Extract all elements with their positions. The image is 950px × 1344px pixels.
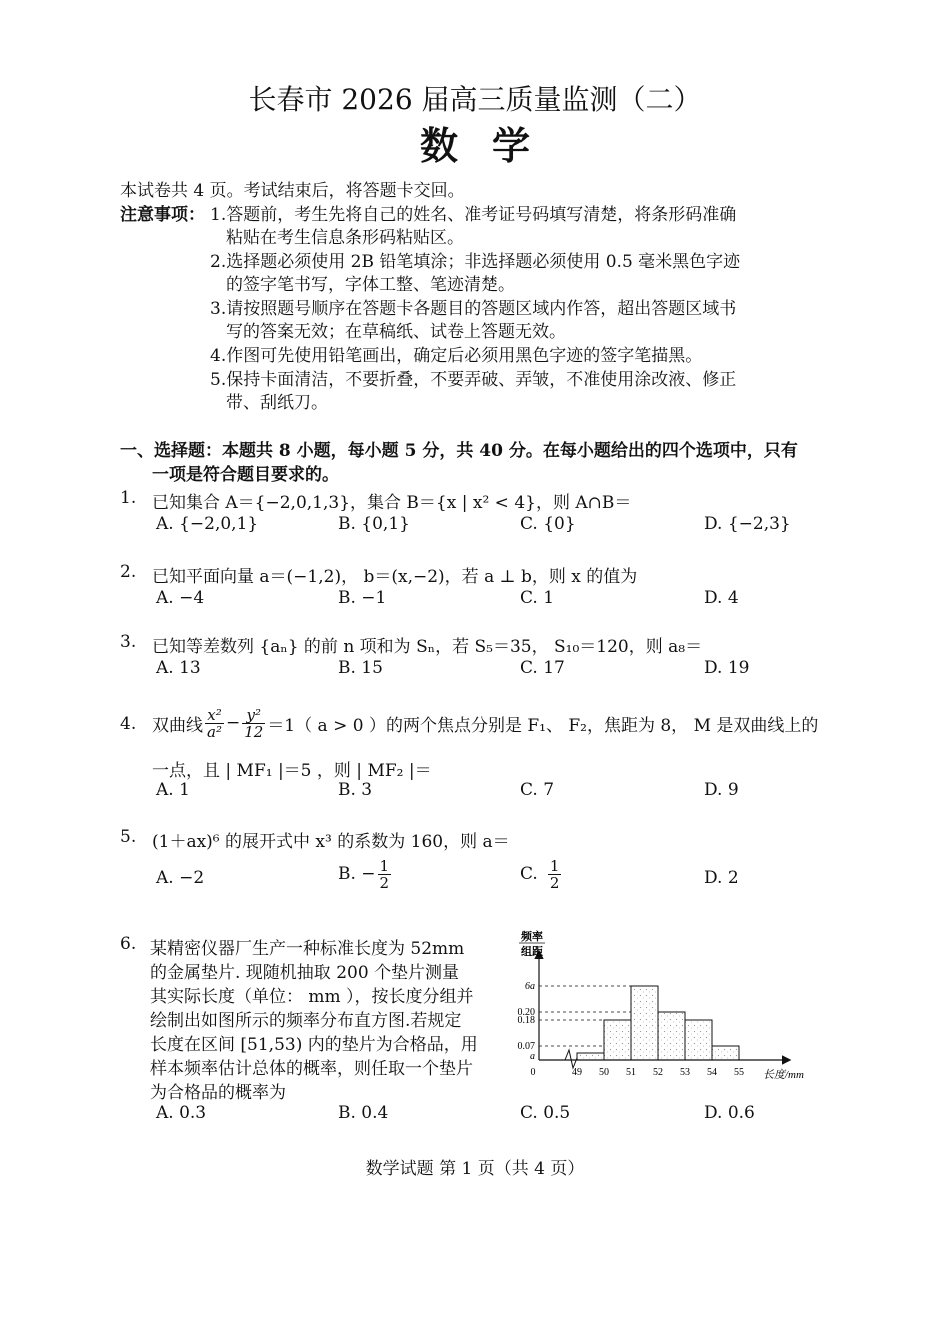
y-label-bottom: 组距 <box>521 946 543 958</box>
note-5-line-1: 5.保持卡面清洁，不要折叠，不要弄破、弄皱，不准使用涂改液、修正 <box>210 370 737 390</box>
note-2-line-1: 2.选择题必须使用 2B 铅笔填涂；非选择题必须使用 0.5 毫米黑色字迹 <box>210 252 741 272</box>
q2-option-d: D. 4 <box>704 588 739 608</box>
note-5-line-2: 带、刮纸刀。 <box>226 393 328 413</box>
q6-stem-line-2: 的金属垫片. 现随机抽取 200 个垫片测量 <box>150 963 460 983</box>
q5-b-denominator: 2 <box>379 873 390 892</box>
q6-number: 6. <box>120 934 137 954</box>
q5-c-denominator: 2 <box>549 873 560 892</box>
q5-stem: (1＋ax)⁶ 的展开式中 x³ 的系数为 160，则 a＝ <box>152 832 510 852</box>
q1-option-b: B. {0,1} <box>338 514 410 534</box>
q4-fraction-x <box>205 707 224 740</box>
frequency-histogram <box>495 922 825 1090</box>
q5-option-a: A. −2 <box>156 868 205 888</box>
q4-frac-y-numerator: y² <box>242 707 265 724</box>
q1-option-d: D. {−2,3} <box>704 514 791 534</box>
note-2-line-2: 的签字笔书写，字体工整、笔迹清楚。 <box>226 275 515 295</box>
note-1-line-2: 粘贴在考生信息条形码粘贴区。 <box>226 228 464 248</box>
notes-label: 注意事项： <box>120 205 205 225</box>
x-tick-label-51: 51 <box>626 1067 636 1078</box>
note-4: 4.作图可先使用铅笔画出，确定后必须用黑色字迹的签字笔描黑。 <box>210 346 703 366</box>
q5-option-b-fraction <box>378 858 392 891</box>
q6-stem-line-4: 绘制出如图所示的频率分布直方图.若规定 <box>150 1011 462 1031</box>
histogram-bar-[53,54) <box>685 1020 712 1060</box>
q5-option-b <box>338 854 393 894</box>
section-heading-line-1: 一、选择题：本题共 8 小题，每小题 5 分，共 40 分。在每小题给出的四个选项中，只有 <box>120 441 798 461</box>
intro-text: 本试卷共 4 页。考试结束后，将答题卡交回。 <box>120 181 465 201</box>
axis-break-icon <box>565 1050 577 1068</box>
histogram-bar-[50,51) <box>604 1020 631 1060</box>
y-tick-label-2: 0.18 <box>517 1015 535 1026</box>
y-tick-label-4: a <box>530 1051 535 1062</box>
y-tick-label-0: 6a <box>525 981 535 992</box>
q2-option-a: A. −4 <box>156 588 205 608</box>
q4-minus-sign: − <box>225 713 241 733</box>
histogram-bar-[52,53) <box>658 1012 685 1060</box>
page-footer: 数学试题 第 1 页（共 4 页） <box>365 1159 585 1179</box>
subject-title: 数学 <box>419 123 564 168</box>
q4-stem-suffix: ＝1（ a > 0 ）的两个焦点分别是 F₁、 F₂，焦距为 8， M 是双曲线上的 <box>267 715 819 736</box>
x-tick-label-49: 49 <box>572 1067 582 1078</box>
q2-option-b: B. −1 <box>338 588 387 608</box>
x-tick-label-52: 52 <box>653 1067 663 1078</box>
note-3-line-2: 写的答案无效；在草稿纸、试卷上答题无效。 <box>226 322 566 342</box>
q5-c-numerator: 1 <box>549 856 560 875</box>
x-tick-label-0: 0 <box>530 1067 536 1078</box>
q2-option-c: C. 1 <box>520 588 555 608</box>
q6-option-d: D. 0.6 <box>704 1103 755 1123</box>
x-axis-label: 长度/mm <box>763 1069 804 1081</box>
q4-option-d: D. 9 <box>704 780 739 800</box>
q1-number: 1. <box>120 488 137 508</box>
x-tick-label-50: 50 <box>599 1067 609 1078</box>
q1-option-a: A. {−2,0,1} <box>156 514 259 534</box>
q4-stem-prefix: 双曲线 <box>152 715 203 736</box>
q4-number: 4. <box>120 714 137 734</box>
histogram-bar-[51,52) <box>631 986 658 1060</box>
histogram-bar-[49,50) <box>577 1053 604 1060</box>
q3-option-c: C. 17 <box>520 658 565 678</box>
q4-option-c: C. 7 <box>520 780 555 800</box>
q6-option-b: B. 0.4 <box>338 1103 389 1123</box>
y-tick-label-1: 0.20 <box>517 1007 535 1018</box>
q3-option-a: A. 13 <box>156 658 201 678</box>
exam-title: 长春市 2026 届高三质量监测（二） <box>248 83 702 116</box>
q6-stem-line-7: 为合格品的概率为 <box>150 1083 286 1103</box>
q6-stem-line-3: 其实际长度（单位： mm ），按长度分组并 <box>150 987 474 1007</box>
q5-option-c <box>520 854 563 894</box>
q4-option-b: B. 3 <box>338 780 373 800</box>
q2-stem: 已知平面向量 a＝(−1,2)， b＝(x,−2)，若 a ⊥ b，则 x 的值为 <box>152 567 638 587</box>
q3-option-d: D. 19 <box>704 658 750 678</box>
q4-frac-x-denominator: a² <box>207 722 222 741</box>
q5-b-numerator: 1 <box>379 856 390 875</box>
y-label-top: 频率 <box>521 931 543 943</box>
q6-option-c: C. 0.5 <box>520 1103 571 1123</box>
q4-option-a: A. 1 <box>156 780 190 800</box>
q3-option-b: B. 15 <box>338 658 383 678</box>
q4-stem <box>152 703 818 743</box>
histogram-bar-[54,55) <box>712 1046 739 1060</box>
q6-stem-line-1: 某精密仪器厂生产一种标准长度为 52mm <box>150 939 465 959</box>
x-tick-label-55: 55 <box>734 1067 744 1078</box>
x-tick-label-53: 53 <box>680 1067 690 1078</box>
note-3-line-1: 3.请按照题号顺序在答题卡各题目的答题区域内作答，超出答题区域书 <box>210 299 737 319</box>
q2-number: 2. <box>120 562 137 582</box>
q6-option-a: A. 0.3 <box>156 1103 207 1123</box>
q5-number: 5. <box>120 827 137 847</box>
q5-option-d: D. 2 <box>704 868 739 888</box>
q4-frac-y-denominator: 12 <box>244 722 264 741</box>
x-tick-label-54: 54 <box>707 1067 717 1078</box>
q5-option-c-fraction <box>548 858 562 891</box>
q5-option-b-label: B. − <box>338 864 376 884</box>
q5-option-c-label: C. <box>520 864 538 884</box>
q6-stem-line-6: 样本频率估计总体的概率，则任取一个垫片 <box>150 1059 473 1079</box>
q3-number: 3. <box>120 632 137 652</box>
q4-fraction-y <box>242 707 265 740</box>
q4-frac-x-numerator: x² <box>205 707 224 724</box>
q6-stem-line-5: 长度在区间 [51,53) 内的垫片为合格品，用 <box>150 1035 478 1055</box>
note-1-line-1: 1.答题前，考生先将自己的姓名、准考证号码填写清楚，将条形码准确 <box>210 205 737 225</box>
q4-stem-line-2: 一点，且 | MF₁ |＝5 ，则 | MF₂ |＝ <box>152 761 432 781</box>
q3-stem: 已知等差数列 {aₙ} 的前 n 项和为 Sₙ，若 S₅＝35， S₁₀＝120，则 a₈＝ <box>152 637 703 657</box>
section-heading-line-2: 一项是符合题目要求的。 <box>152 465 339 485</box>
q1-option-c: C. {0} <box>520 514 576 534</box>
q1-stem: 已知集合 A＝{−2,0,1,3}，集合 B＝{x | x² < 4}，则 A∩B＝ <box>152 493 632 513</box>
y-tick-label-3: 0.07 <box>517 1041 535 1052</box>
